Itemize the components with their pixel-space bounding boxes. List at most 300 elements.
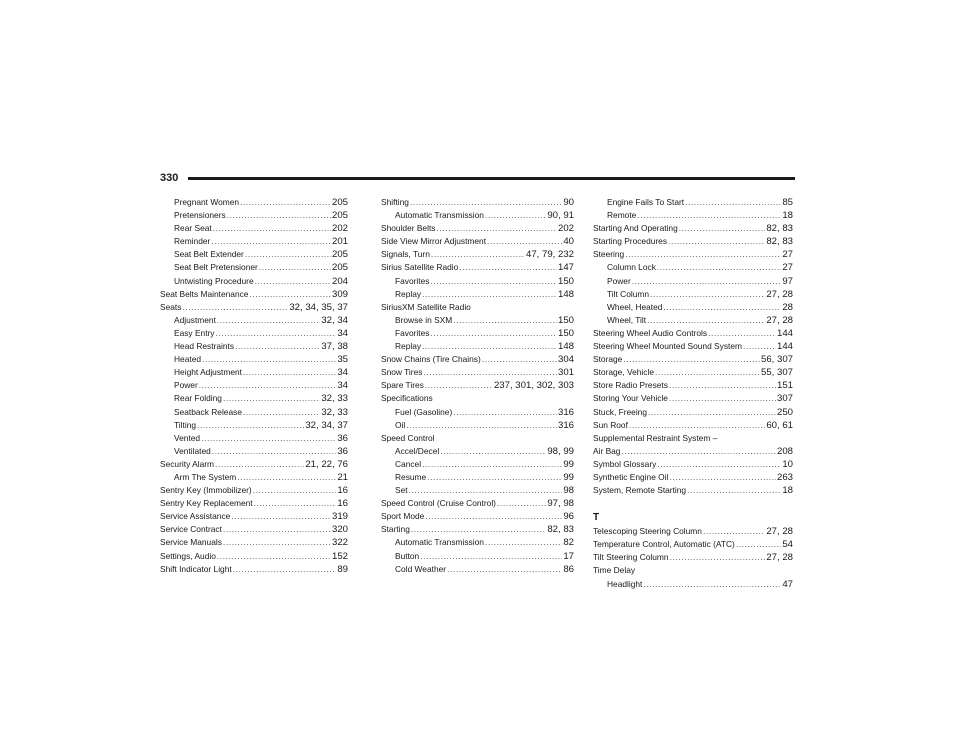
- dot-leader: [453, 314, 557, 327]
- index-entry: [160, 406, 348, 419]
- index-entry: [381, 379, 574, 392]
- index-entry-term: Automatic Transmission: [395, 537, 484, 548]
- index-entry-pages: 98: [563, 485, 574, 497]
- index-entry: [593, 525, 793, 538]
- dot-leader: [485, 209, 546, 222]
- index-entry-term: Reminder: [174, 236, 211, 247]
- index-entry: [160, 235, 348, 248]
- index-entry: [160, 432, 348, 445]
- index-entry: [160, 510, 348, 523]
- dot-leader: [647, 314, 765, 327]
- dot-leader: [406, 419, 557, 432]
- index-entry-term: Time Delay: [593, 565, 636, 576]
- index-entry-term: Security Alarm: [160, 458, 214, 469]
- index-entry-pages: 150: [557, 275, 574, 287]
- index-entry-term: Adjustment: [174, 314, 216, 325]
- dot-leader: [685, 196, 781, 209]
- index-entry: [593, 340, 793, 353]
- index-entry: [381, 209, 574, 222]
- index-entry-pages: 144: [776, 341, 793, 353]
- index-entry: [593, 551, 793, 564]
- dot-leader: [482, 353, 557, 366]
- index-entry-pages: 85: [782, 197, 793, 208]
- dot-leader: [625, 248, 781, 261]
- index-entry-pages: 263: [776, 471, 793, 483]
- index-entry: [160, 419, 348, 432]
- dot-leader: [213, 222, 331, 235]
- dot-leader: [240, 196, 331, 209]
- index-entry-term: Column Lock: [607, 262, 656, 273]
- index-entry: [593, 392, 793, 405]
- index-entry-term: Heated: [174, 354, 202, 365]
- index-entry: [593, 564, 793, 577]
- index-entry: [593, 261, 793, 274]
- dot-leader: [632, 275, 782, 288]
- dot-leader: [182, 301, 288, 314]
- index-entry: [381, 536, 574, 549]
- index-entry-pages: 34: [337, 380, 348, 392]
- index-entry: [160, 484, 348, 497]
- index-entry-pages: 21: [337, 471, 348, 483]
- index-entry-term: Wheel, Tilt: [607, 314, 647, 325]
- dot-leader: [197, 419, 304, 432]
- index-entry-pages: 36: [337, 432, 348, 444]
- dot-leader: [629, 419, 765, 432]
- dot-leader: [422, 458, 562, 471]
- index-entry-term: Automatic Transmission: [395, 210, 484, 221]
- index-entry-pages: 18: [782, 485, 793, 497]
- index-entry-pages: 237, 301, 302, 303: [493, 380, 574, 392]
- index-entry-term: Remote: [607, 210, 637, 221]
- index-column-1: [160, 196, 348, 576]
- index-entry-term: Steering Wheel Audio Controls: [593, 327, 708, 338]
- index-entry: [381, 275, 574, 288]
- dot-leader: [703, 525, 765, 538]
- index-entry-pages: 99: [563, 458, 574, 470]
- index-entry: [160, 209, 348, 222]
- dot-leader: [223, 523, 331, 536]
- index-entry: [593, 445, 793, 458]
- index-entry-term: Engine Fails To Start: [607, 197, 685, 207]
- index-entry: [381, 523, 574, 536]
- index-entry-pages: 32, 34: [321, 314, 348, 326]
- dot-leader: [650, 288, 765, 301]
- index-entry-term: Stuck, Freeing: [593, 406, 647, 417]
- index-entry: [381, 471, 574, 484]
- index-entry: [160, 288, 348, 301]
- dot-leader: [202, 353, 336, 366]
- index-entry: [593, 301, 793, 314]
- index-entry-term: Cancel: [395, 458, 422, 469]
- index-entry-term: Favorites: [395, 275, 430, 286]
- index-entry: [381, 340, 574, 353]
- index-entry-term: Telescoping Steering Column: [593, 526, 702, 537]
- index-entry-pages: 205: [331, 262, 348, 274]
- dot-leader: [430, 327, 557, 340]
- index-entry-pages: 97: [782, 275, 793, 287]
- index-entry-term: Seat Belt Pretensioner: [174, 262, 258, 273]
- index-entry-pages: 16: [337, 485, 348, 497]
- dot-leader: [655, 366, 760, 379]
- index-entry: [160, 301, 348, 314]
- index-entry-term: Cold Weather: [395, 563, 447, 574]
- index-entry: [593, 379, 793, 392]
- index-entry-term: Service Assistance: [160, 511, 231, 522]
- index-entry-term: Vented: [174, 432, 201, 443]
- index-entry-pages: 34: [337, 327, 348, 339]
- dot-leader: [227, 209, 331, 222]
- dot-leader: [211, 235, 331, 248]
- index-entry-pages: 18: [782, 210, 793, 222]
- dot-leader: [708, 327, 776, 340]
- index-entry: [593, 471, 793, 484]
- dot-leader: [459, 261, 557, 274]
- index-entry-pages: 144: [776, 327, 793, 339]
- index-entry-term: Accel/Decel: [395, 445, 440, 456]
- dot-leader: [668, 235, 765, 248]
- index-entry-term: Sentry Key (Immobilizer): [160, 485, 252, 496]
- index-entry-pages: 320: [331, 524, 348, 536]
- dot-leader: [420, 550, 562, 563]
- index-entry: [381, 248, 574, 261]
- index-entry-term: Service Manuals: [160, 537, 222, 548]
- index-entry: [160, 353, 348, 366]
- index-entry-term: Side View Mirror Adjustment: [381, 236, 487, 247]
- index-entry-term: Snow Tires: [381, 367, 423, 378]
- index-entry-pages: 16: [337, 498, 348, 510]
- index-entry-pages: 316: [557, 419, 574, 431]
- index-entry-term: Synthetic Engine Oil: [593, 471, 669, 482]
- index-entry: [381, 301, 574, 314]
- dot-leader: [453, 406, 557, 419]
- dot-leader: [440, 445, 546, 458]
- index-entry: [593, 275, 793, 288]
- index-entry: [381, 550, 574, 563]
- index-entry-term: Signals, Turn: [381, 249, 430, 260]
- dot-leader: [243, 366, 336, 379]
- index-entry: [381, 261, 574, 274]
- dot-leader: [255, 275, 331, 288]
- index-entry-pages: 37, 38: [321, 341, 348, 353]
- index-entry-term: Steering Wheel Mounted Sound System: [593, 341, 742, 352]
- index-entry-pages: 152: [331, 550, 348, 562]
- dot-leader: [422, 340, 557, 353]
- index-entry-pages: 96: [563, 511, 574, 523]
- dot-leader: [427, 471, 562, 484]
- index-entry: [593, 209, 793, 222]
- index-entry: [160, 261, 348, 274]
- index-entry-pages: 32, 34, 35, 37: [289, 301, 348, 313]
- index-entry-pages: 82, 83: [766, 236, 793, 248]
- index-entry-term: Starting And Operating: [593, 223, 678, 234]
- index-entry-term: Snow Chains (Tire Chains): [381, 354, 481, 365]
- index-entry-pages: 28: [782, 301, 793, 313]
- dot-leader: [669, 471, 776, 484]
- index-entry-term: Headlight: [607, 578, 643, 589]
- index-entry-pages: 32, 34, 37: [305, 419, 348, 431]
- index-entry: [160, 340, 348, 353]
- index-entry-pages: 309: [331, 288, 348, 300]
- index-entry: [593, 353, 793, 366]
- index-entry-term: Sport Mode: [381, 511, 425, 522]
- index-entry-term: Starting: [381, 524, 410, 535]
- index-entry-term: Tilt Steering Column: [593, 552, 669, 563]
- index-entry-pages: 89: [337, 563, 348, 575]
- index-entry-term: Pretensioners: [174, 210, 226, 221]
- index-entry: [160, 379, 348, 392]
- index-entry: [160, 471, 348, 484]
- index-entry-pages: 208: [776, 445, 793, 457]
- index-entry-term: Seat Belts Maintenance: [160, 288, 249, 299]
- index-entry-term: Head Restraints: [174, 341, 235, 352]
- index-entry: [160, 366, 348, 379]
- index-entry: [381, 432, 574, 445]
- index-entry: [593, 314, 793, 327]
- dot-leader: [497, 497, 546, 510]
- index-entry: [381, 484, 574, 497]
- index-entry-pages: 148: [557, 288, 574, 300]
- index-entry-term: Air Bag: [593, 445, 621, 456]
- index-entry-term: Browse in SXM: [395, 314, 453, 325]
- index-entry-pages: 27: [782, 262, 793, 274]
- index-entry-term: Steering: [593, 249, 625, 260]
- index-entry-term: Fuel (Gasoline): [395, 406, 453, 417]
- index-entry: [593, 288, 793, 301]
- index-entry-pages: 205: [331, 197, 348, 208]
- index-entry-term: Symbol Glossary: [593, 458, 657, 469]
- index-entry: [381, 366, 574, 379]
- index-entry: [160, 248, 348, 261]
- index-entry-term: Starting Procedures: [593, 236, 668, 247]
- index-entry: [381, 327, 574, 340]
- index-entry-pages: 148: [557, 341, 574, 353]
- index-entry-term: Rear Folding: [174, 393, 222, 404]
- index-entry-pages: 204: [331, 275, 348, 287]
- index-entry-pages: 40: [563, 236, 574, 248]
- dot-leader: [249, 288, 331, 301]
- dot-leader: [223, 392, 320, 405]
- index-entry-term: Power: [174, 380, 198, 391]
- dot-leader: [253, 484, 337, 497]
- index-entry-term: Speed Control: [381, 432, 435, 443]
- index-entry-pages: 35: [337, 354, 348, 366]
- index-entry-pages: 27, 28: [766, 314, 793, 326]
- index-entry-pages: 27, 28: [766, 552, 793, 564]
- dot-leader: [447, 563, 562, 576]
- index-entry: [381, 235, 574, 248]
- dot-leader: [436, 222, 557, 235]
- index-entry: [593, 484, 793, 497]
- index-entry-term: Temperature Control, Automatic (ATC): [593, 539, 735, 550]
- index-entry-pages: 147: [557, 262, 574, 274]
- index-entry-term: Seats: [160, 301, 182, 312]
- dot-leader: [643, 578, 781, 591]
- index-entry-term: Specifications: [381, 393, 433, 404]
- dot-leader: [231, 510, 331, 523]
- index-entry-term: Replay: [395, 288, 422, 299]
- index-entry-term: Storage, Vehicle: [593, 367, 654, 378]
- index-entry: [593, 419, 793, 432]
- dot-leader: [663, 301, 781, 314]
- index-entry-pages: 60, 61: [766, 419, 793, 431]
- index-entry-term: Speed Control (Cruise Control): [381, 498, 496, 509]
- index-entry-term: Seat Belt Extender: [174, 249, 244, 260]
- index-entry-pages: 322: [331, 537, 348, 549]
- dot-leader: [485, 536, 562, 549]
- index-entry-pages: 82, 83: [766, 223, 793, 235]
- index-entry-term: Power: [607, 275, 631, 286]
- index-entry-term: Rear Seat: [174, 223, 212, 234]
- index-entry-term: Ventilated: [174, 445, 211, 456]
- index-column-3: [593, 196, 793, 591]
- index-entry: [593, 406, 793, 419]
- index-entry: [160, 523, 348, 536]
- index-entry-term: Easy Entry: [174, 327, 215, 338]
- index-entry: [160, 536, 348, 549]
- index-entry-pages: 36: [337, 445, 348, 457]
- index-entry-pages: 47, 79, 232: [525, 249, 574, 261]
- index-entry-pages: 201: [331, 236, 348, 248]
- index-entry: [160, 196, 348, 209]
- index-entry: [381, 406, 574, 419]
- index-entry: [160, 497, 348, 510]
- index-entry: [593, 248, 793, 261]
- index-entry: [160, 275, 348, 288]
- index-entry-term: SiriusXM Satellite Radio: [381, 301, 471, 312]
- index-entry: [381, 353, 574, 366]
- index-entry: [593, 327, 793, 340]
- dot-leader: [669, 379, 776, 392]
- index-entry: [381, 314, 574, 327]
- index-entry-pages: 27, 28: [766, 288, 793, 300]
- index-entry-pages: 205: [331, 210, 348, 222]
- index-entry-term: Replay: [395, 341, 422, 352]
- dot-leader: [431, 248, 525, 261]
- dot-leader: [743, 340, 776, 353]
- dot-leader: [233, 563, 337, 576]
- dot-leader: [235, 340, 320, 353]
- index-entry-term: Oil: [395, 419, 406, 430]
- dot-leader: [657, 458, 781, 471]
- page-number: 330: [160, 172, 179, 184]
- index-entry-pages: 316: [557, 406, 574, 418]
- index-entry: [160, 458, 348, 471]
- index-entry-pages: 202: [557, 223, 574, 235]
- index-entry: [381, 288, 574, 301]
- index-entry: [593, 578, 793, 591]
- section-letter: T: [593, 512, 600, 524]
- dot-leader: [648, 406, 776, 419]
- dot-leader: [216, 327, 337, 340]
- index-entry-term: Shift Indicator Light: [160, 563, 232, 574]
- index-entry-term: Sentry Key Replacement: [160, 498, 253, 509]
- index-entry-pages: 150: [557, 314, 574, 326]
- index-entry-term: Arm The System: [174, 471, 237, 482]
- index-entry-pages: 32, 33: [321, 393, 348, 405]
- index-entry-term: Service Contract: [160, 524, 222, 535]
- dot-leader: [259, 261, 331, 274]
- index-entry-pages: 55, 307: [760, 367, 793, 379]
- index-entry-term: Spare Tires: [381, 380, 424, 391]
- index-entry-pages: 151: [776, 380, 793, 392]
- index-entry: [160, 314, 348, 327]
- index-entry-term: Height Adjustment: [174, 367, 242, 378]
- index-entry-pages: 205: [331, 249, 348, 261]
- index-entry: [160, 392, 348, 405]
- dot-leader: [621, 445, 776, 458]
- index-entry: [381, 445, 574, 458]
- index-entry-term: Untwisting Procedure: [174, 275, 254, 286]
- dot-leader: [243, 406, 320, 419]
- index-entry: [593, 538, 793, 551]
- index-entry: [593, 458, 793, 471]
- index-entry-pages: 56, 307: [760, 354, 793, 366]
- index-entry-term: Tilt Column: [607, 288, 650, 299]
- index-entry-term: Favorites: [395, 327, 430, 338]
- index-entry-term: Seatback Release: [174, 406, 242, 417]
- index-entry-term: Storing Your Vehicle: [593, 393, 668, 404]
- dot-leader: [217, 550, 331, 563]
- index-entry: [160, 327, 348, 340]
- dot-leader: [245, 248, 331, 261]
- dot-leader: [215, 458, 304, 471]
- index-entry-pages: 54: [782, 539, 793, 551]
- index-entry: [381, 196, 574, 209]
- index-entry: [381, 458, 574, 471]
- index-entry-pages: 307: [776, 393, 793, 405]
- index-entry: [160, 550, 348, 563]
- dot-leader: [217, 314, 320, 327]
- dot-leader: [657, 261, 781, 274]
- index-entry-pages: 34: [337, 367, 348, 379]
- index-entry-term: Button: [395, 550, 420, 561]
- index-entry: [593, 235, 793, 248]
- index-entry-term: Shifting: [381, 197, 409, 207]
- index-entry-pages: 86: [563, 563, 574, 575]
- index-entry-pages: 32, 33: [321, 406, 348, 418]
- index-entry: [381, 419, 574, 432]
- dot-leader: [736, 538, 782, 551]
- index-entry-term: Storage: [593, 354, 623, 365]
- index-entry: [593, 222, 793, 235]
- index-entry-pages: 82, 83: [547, 524, 574, 536]
- dot-leader: [487, 235, 562, 248]
- index-entry: [160, 445, 348, 458]
- index-entry-term: Resume: [395, 471, 427, 482]
- index-entry-pages: 98, 99: [547, 445, 574, 457]
- dot-leader: [425, 510, 562, 523]
- dot-leader: [223, 536, 331, 549]
- index-entry: [160, 222, 348, 235]
- dot-leader: [254, 497, 337, 510]
- index-entry-pages: 99: [563, 471, 574, 483]
- index-entry-pages: 97, 98: [547, 498, 574, 510]
- dot-leader: [670, 551, 766, 564]
- index-entry-term: Sun Roof: [593, 419, 628, 430]
- dot-leader: [410, 196, 562, 209]
- index-entry: [381, 222, 574, 235]
- index-entry-pages: 250: [776, 406, 793, 418]
- index-entry-pages: 17: [563, 550, 574, 562]
- index-entry-term: Store Radio Presets: [593, 380, 668, 391]
- dot-leader: [430, 275, 557, 288]
- dot-leader: [623, 353, 760, 366]
- index-entry: [593, 366, 793, 379]
- index-entry-pages: 10: [782, 458, 793, 470]
- index-entry-pages: 82: [563, 537, 574, 549]
- dot-leader: [679, 222, 766, 235]
- dot-leader: [201, 432, 336, 445]
